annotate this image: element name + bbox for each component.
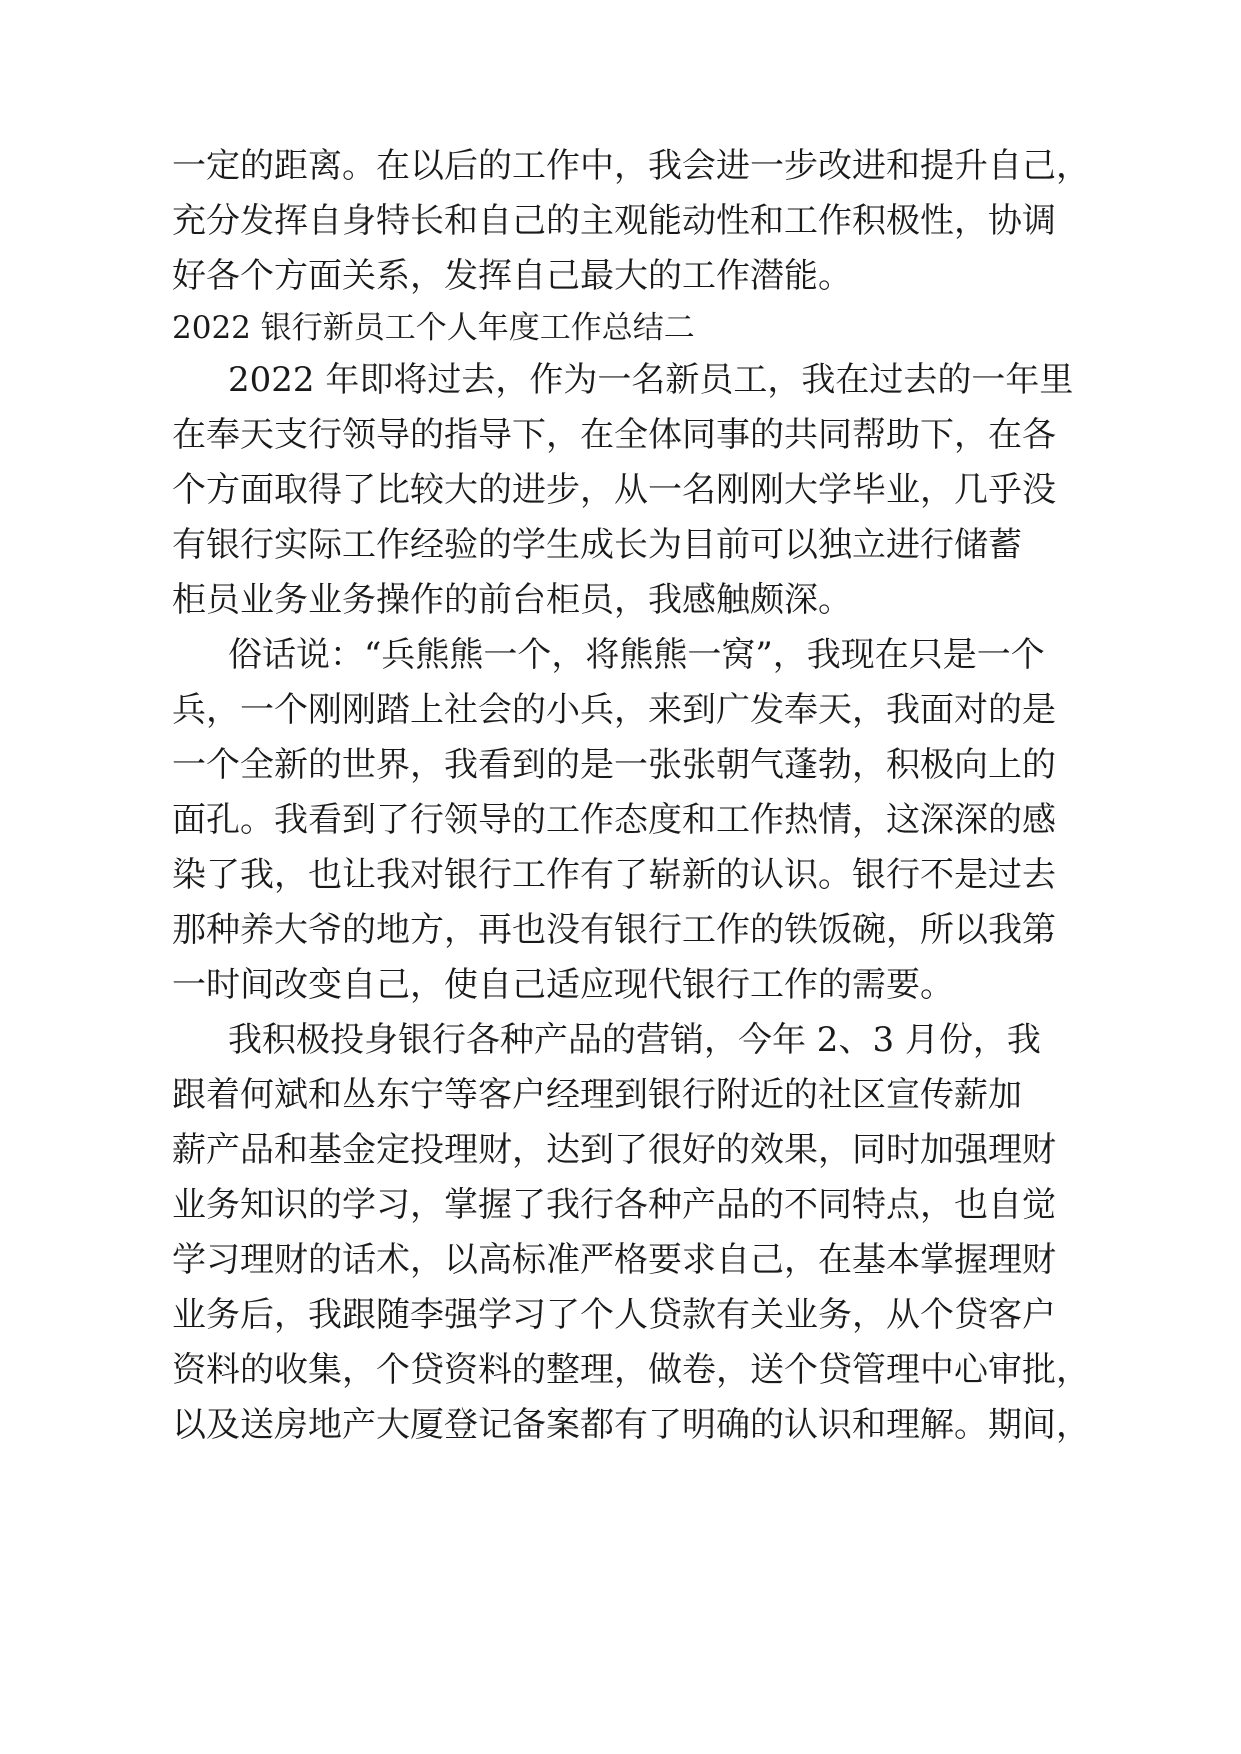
text-line	[0, 1174, 1241, 1236]
text-line	[0, 190, 1241, 252]
text-line	[0, 569, 1241, 631]
text-line	[0, 349, 1241, 411]
line-text: 2022 年即将过去，作为一名新员工，我在过去的一年里	[228, 360, 1074, 400]
line-text: 染了我，也让我对银行工作有了崭新的认识。银行不是过去	[172, 855, 1056, 895]
line-text: 那种养大爷的地方，再也没有银行工作的铁饭碗，所以我第	[172, 910, 1056, 950]
heading-text: 2022 银行新员工个人年度工作总结二	[172, 310, 695, 346]
text-line	[0, 1394, 1241, 1456]
line-text: 柜员业务业务操作的前台柜员，我感触颇深。	[172, 580, 852, 620]
line-text: 一个全新的世界，我看到的是一张张朝气蓬勃，积极向上的	[172, 745, 1056, 785]
text-line	[0, 954, 1241, 1016]
line-text: 个方面取得了比较大的进步，从一名刚刚大学毕业，几乎没	[172, 470, 1056, 510]
text-line	[0, 1339, 1241, 1401]
text-line	[0, 1284, 1241, 1346]
line-text: 面孔。我看到了行领导的工作态度和工作热情，这深深的感	[172, 800, 1056, 840]
line-text: 一定的距离。在以后的工作中，我会进一步改进和提升自己，	[172, 146, 1090, 186]
line-text: 薪产品和基金定投理财，达到了很好的效果，同时加强理财	[172, 1130, 1056, 1170]
text-line	[0, 1229, 1241, 1291]
line-text: 充分发挥自身特长和自己的主观能动性和工作积极性，协调	[172, 201, 1056, 241]
text-line	[0, 624, 1241, 686]
line-text: 在奉天支行领导的指导下，在全体同事的共同帮助下，在各	[172, 415, 1056, 455]
text-line	[0, 1064, 1241, 1126]
line-text: 有银行实际工作经验的学生成长为目前可以独立进行储蓄	[172, 525, 1022, 565]
text-line	[0, 679, 1241, 741]
text-line	[0, 1119, 1241, 1181]
line-text: 资料的收集，个贷资料的整理，做卷，送个贷管理中心审批，	[172, 1350, 1090, 1390]
line-text: 一时间改变自己，使自己适应现代银行工作的需要。	[172, 965, 954, 1005]
line-text: 跟着何斌和丛东宁等客户经理到银行附近的社区宣传薪加	[172, 1075, 1022, 1115]
text-line	[0, 789, 1241, 851]
line-text: 俗话说：“兵熊熊一个，将熊熊一窝”，我现在只是一个	[228, 635, 1045, 675]
line-text: 学习理财的话术，以高标准严格要求自己，在基本掌握理财	[172, 1240, 1056, 1280]
text-line	[0, 899, 1241, 961]
line-text: 业务知识的学习，掌握了我行各种产品的不同特点，也自觉	[172, 1185, 1056, 1225]
line-text: 好各个方面关系，发挥自己最大的工作潜能。	[172, 256, 852, 296]
line-text: 以及送房地产大厦登记备案都有了明确的认识和理解。期间，	[172, 1405, 1090, 1445]
line-text: 我积极投身银行各种产品的营销，今年 2、3 月份，我	[228, 1020, 1041, 1060]
text-line	[0, 844, 1241, 906]
text-line	[0, 135, 1241, 197]
text-line	[0, 734, 1241, 796]
text-line	[0, 404, 1241, 466]
text-line	[0, 514, 1241, 576]
line-text: 业务后，我跟随李强学习了个人贷款有关业务，从个贷客户	[172, 1295, 1056, 1335]
text-line	[0, 459, 1241, 521]
text-line	[0, 1009, 1241, 1071]
line-text: 兵，一个刚刚踏上社会的小兵，来到广发奉天，我面对的是	[172, 690, 1056, 730]
